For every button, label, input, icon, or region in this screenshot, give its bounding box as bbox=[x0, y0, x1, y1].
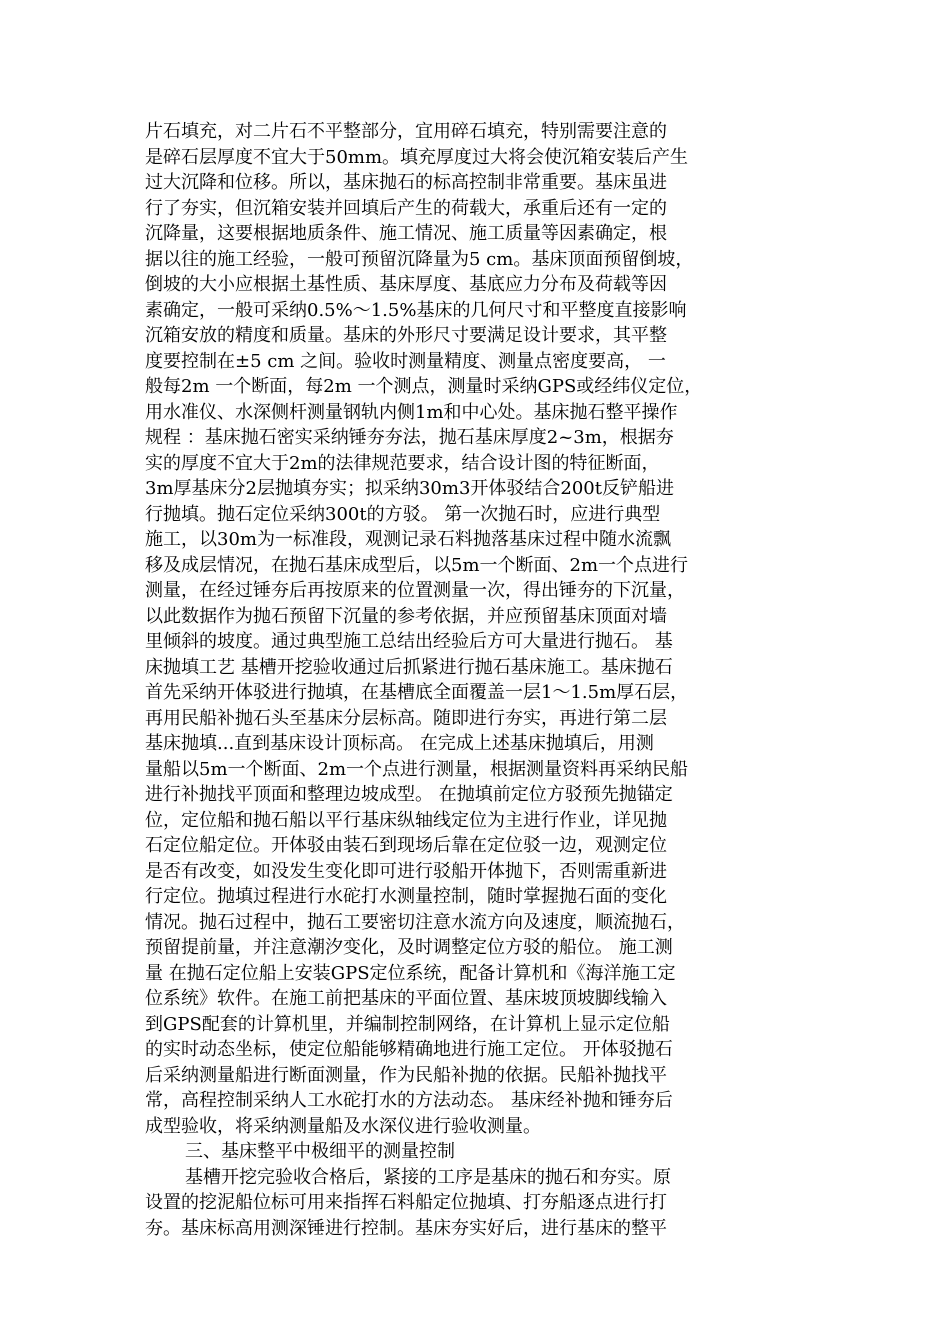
text-line: 素确定，一般可采纳0.5%～1.5%基床的几何尺寸和平整度直接影响 bbox=[145, 299, 687, 321]
text-line: 实的厚度不宜大于2m的法律规范要求，结合设计图的特征断面， bbox=[145, 452, 660, 474]
text-line: 预留提前量，并注意潮汐变化，及时调整定位方驳的船位。 施工测 bbox=[145, 937, 673, 958]
text-line: 设置的挖泥船位标可用来指挥石料船定位抛填、打夯船逐点进行打 bbox=[145, 1192, 667, 1213]
text-line: 进行补抛找平顶面和整理边坡成型。 在抛填前定位方驳预先抛锚定 bbox=[145, 784, 673, 805]
text-line: 再用民船补抛石头至基床分层标高。随即进行夯实，再进行第二层 bbox=[145, 707, 667, 729]
text-line: 到GPS配套的计算机里，并编制控制网络，在计算机上显示定位船 bbox=[145, 1013, 670, 1035]
text-line: 3m厚基床分2层抛填夯实；拟采纳30m3开体驳结合200t反铲船进 bbox=[145, 478, 674, 499]
text-line: 的实时动态坐标，使定位船能够精确地进行施工定位。 开体驳抛石 bbox=[145, 1039, 673, 1060]
text-line: 用水准仪、水深侧杆测量钢轨内侧1m和中心处。基床抛石整平操作 bbox=[145, 401, 678, 423]
text-line: 后采纳测量船进行断面测量，作为民船补抛的依据。民船补抛找平 bbox=[145, 1064, 667, 1086]
paragraph-next bbox=[145, 1165, 805, 1242]
text-line: 成型验收，将采纳测量船及水深仪进行验收测量。 bbox=[145, 1115, 541, 1137]
text-line: 里倾斜的坡度。通过典型施工总结出经验后方可大量进行抛石。 基 bbox=[145, 631, 673, 652]
text-line: 首先采纳开体驳进行抛填，在基槽底全面覆盖一层1～1.5m厚石层， bbox=[145, 682, 689, 703]
text-line: 位系统》软件。在施工前把基床的平面位置、基床坡顶坡脚线输入 bbox=[145, 988, 667, 1009]
text-line: 般每2m 一个断面，每2m 一个测点，测量时采纳GPS或经纬仪定位， bbox=[145, 376, 703, 397]
text-line: 常，高程控制采纳人工水砣打水的方法动态。 基床经补抛和锤夯后 bbox=[145, 1090, 673, 1111]
section-heading: 三、基床整平中极细平的测量控制 bbox=[185, 1141, 455, 1162]
text-line: 量 在抛石定位船上安装GPS定位系统，配备计算机和《海洋施工定 bbox=[145, 962, 676, 984]
text-line: 沉降量，这要根据地质条件、施工情况、施工质量等因素确定，根 bbox=[145, 223, 667, 244]
text-line: 基槽开挖完验收合格后，紧接的工序是基床的抛石和夯实。原 bbox=[185, 1166, 671, 1188]
text-line: 是碎石层厚度不宜大于50mm。填充厚度过大将会使沉箱安装后产生 bbox=[145, 146, 689, 168]
document-body bbox=[145, 119, 805, 1241]
text-line: 施工，以30m为一标准段，观测记录石料抛落基床过程中随水流飘 bbox=[145, 529, 671, 550]
text-line: 过大沉降和位移。所以，基床抛石的标高控制非常重要。基床虽进 bbox=[145, 172, 667, 193]
text-line: 度要控制在±5 cm 之间。验收时测量精度、测量点密度要高， 一 bbox=[145, 350, 666, 372]
text-line: 基床抛填...直到基床设计顶标高。 在完成上述基床抛填后，用测 bbox=[145, 733, 654, 754]
text-line: 石定位船定位。开体驳由装石到现场后靠在定位驳一边，观测定位 bbox=[145, 835, 667, 856]
text-line: 床抛填工艺 基槽开挖验收通过后抓紧进行抛石基床施工。基床抛石 bbox=[145, 656, 673, 678]
text-line: 夯。基床标高用测深锤进行控制。基床夯实好后，进行基床的整平 bbox=[145, 1217, 667, 1239]
text-line: 是否有改变，如没发生变化即可进行驳船开体抛下，否则需重新进 bbox=[145, 860, 667, 882]
text-line: 行抛填。抛石定位采纳300t的方驳。 第一次抛石时，应进行典型 bbox=[145, 503, 661, 525]
text-line: 移及成层情况，在抛石基床成型后，以5m一个断面、2m一个点进行 bbox=[145, 554, 689, 576]
text-line: 行了夯实，但沉箱安装并回填后产生的荷载大，承重后还有一定的 bbox=[145, 197, 667, 219]
text-line: 量船以5m一个断面、2m一个点进行测量，根据测量资料再采纳民船 bbox=[145, 758, 689, 780]
text-line: 据以往的施工经验，一般可预留沉降量为5 cm。基床顶面预留倒坡， bbox=[145, 248, 694, 270]
text-line: 以此数据作为抛石预留下沉量的参考依据，并应预留基床顶面对墙 bbox=[145, 605, 667, 627]
text-line: 规程 ：基床抛石密实采纳锤夯夯法，抛石基床厚度2~3m，根据夯 bbox=[145, 427, 674, 448]
text-line: 行定位。抛填过程进行水砣打水测量控制，随时掌握抛石面的变化 bbox=[145, 886, 667, 907]
text-line: 情况。抛石过程中，抛石工要密切注意水流方向及速度，顺流抛石， bbox=[145, 911, 685, 933]
text-line: 沉箱安放的精度和质量。基床的外形尺寸要满足设计要求，其平整 bbox=[145, 325, 667, 346]
text-line: 测量，在经过锤夯后再按原来的位置测量一次，得出锤夯的下沉量， bbox=[145, 580, 685, 601]
paragraph-main bbox=[145, 119, 805, 1139]
text-line: 片石填充，对二片石不平整部分，宜用碎石填充，特别需要注意的 bbox=[145, 121, 667, 142]
text-line: 倒坡的大小应根据土基性质、基床厚度、基底应力分布及荷载等因 bbox=[145, 274, 667, 295]
text-line: 位，定位船和抛石船以平行基床纵轴线定位为主进行作业，详见抛 bbox=[145, 809, 667, 831]
